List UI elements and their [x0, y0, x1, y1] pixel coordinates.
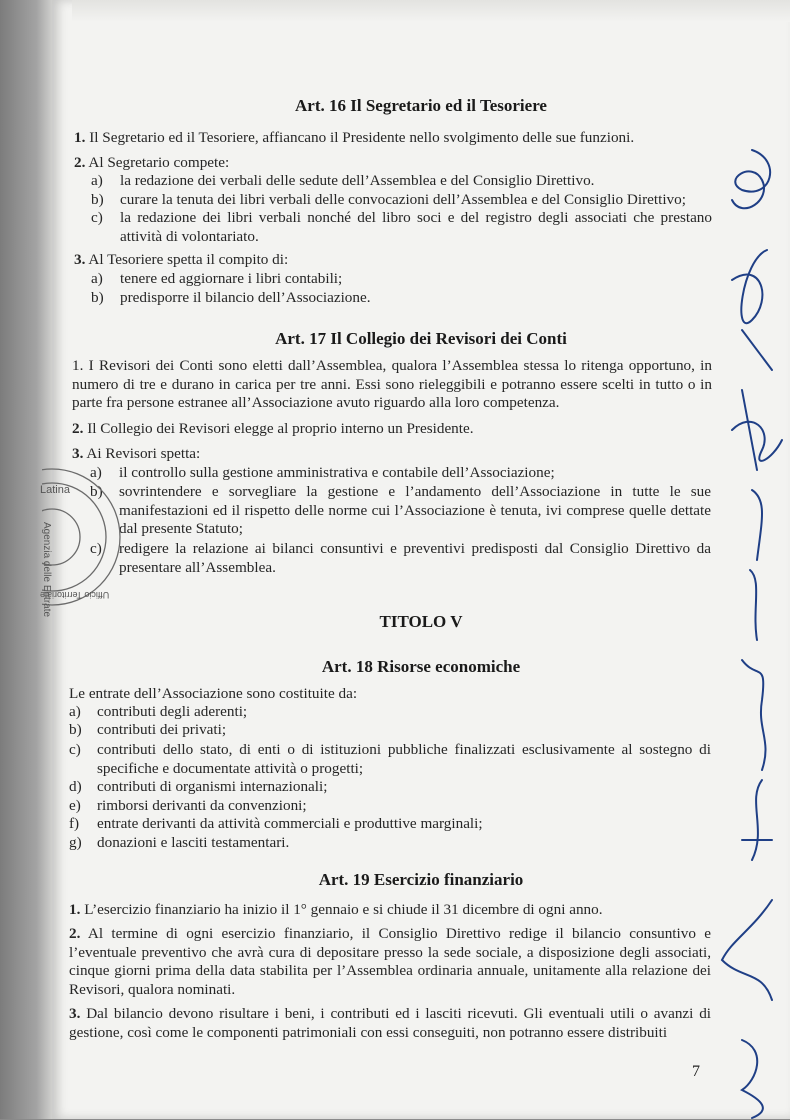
art16-p2-item-a-label: a): [91, 172, 103, 189]
art19-p3: [69, 1005, 711, 1042]
art17-p2: [72, 420, 712, 439]
art19-title: Art. 19 Esercizio finanziario: [318, 870, 524, 889]
art18-item-b: contributi dei privati;: [97, 721, 227, 738]
art18-item-g: donazioni e lasciti testamentari.: [97, 834, 290, 851]
document-page: [40, 0, 790, 1119]
art17-p3-item-a-label: a): [90, 464, 102, 481]
stamp-text-top: Latina: [40, 484, 70, 496]
stamp-text-side: Agenzia delle Entrate: [41, 522, 52, 618]
art16-p2: [74, 154, 714, 173]
art18-item-d-label: d): [69, 778, 82, 795]
art16-p3-text: Al Tesoriere spetta il compito di:: [88, 251, 289, 268]
art18-item-e: rimborsi derivanti da convenzioni;: [97, 797, 307, 814]
art16-p2-item-b-label: b): [91, 191, 104, 208]
signature-5-icon: [742, 780, 772, 860]
art17-p3-item-c: redigere la relazione ai bilanci consuntivi e preventivi predisposti dal Consiglio Direttivo da presentare all’Assemblea.: [119, 540, 711, 576]
signature-2-icon: [732, 250, 772, 370]
art18-item-f: entrate derivanti da attività commerciali e produttive marginali;: [97, 815, 483, 832]
art16-p2-item-c-label: c): [91, 209, 103, 226]
art19-p1-text: L’esercizio finanziario ha inizio il 1° gennaio e si chiude il 31 dicembre di ogni anno.: [84, 901, 603, 918]
art17-p3-item-b: sovrintendere e sorvegliare la gestione e l’andamento dell’Associazione in tutte le sue manifestazioni ed il rispetto delle norme cui l’Associazione è tenuta, ivi comprese quelle dettate dal presente Statuto;: [119, 483, 711, 537]
art19-p1: [69, 901, 719, 920]
art18-item-c: contributi dello stato, di enti o di istituzioni pubbliche finalizzati esclusivamente al sostegno di specifiche e documentate attività o progetti;: [97, 741, 711, 777]
art18-item-c-label: c): [69, 741, 81, 758]
signature-6-icon: [722, 900, 772, 1000]
art18-item-b-label: b): [69, 721, 82, 738]
stamp-text-bottom: Ufficio Territoriale: [40, 590, 110, 600]
margin-signatures: [712, 140, 790, 1120]
art18-item-f-label: f): [69, 815, 80, 832]
art16-p2-item-c: la redazione dei libri verbali nonché del libro soci e del registro degli associati che prestano attività di volontariato.: [120, 209, 712, 245]
art17-p3-item-b-label: b): [90, 483, 103, 500]
art17-p3-item-a: il controllo sulla gestione amministrativa e contabile dell’Associazione;: [119, 464, 555, 481]
art19-p2-text: Al termine di ogni esercizio finanziario, il Consiglio Direttivo redige il bilancio consuntivo e l’eventuale preventivo che avrà cura di depositare presso la sede sociale, a disposizione degli associati, cinque giorni prima della data stabilita per l’Assemblea ordinaria annuale, unitamente alla relazione dei Revisori, qualora nominati.: [69, 925, 711, 998]
art17-p3-num: 3.: [72, 445, 84, 462]
art19-p3-text: Dal bilancio devono risultare i beni, i contributi ed i lasciti ricevuti. Gli eventuali utili o avanzi di gestione, così come le componenti patrimoniali con essi conseguiti, non potranno essere distribuiti: [69, 1005, 712, 1041]
art17-title: Art. 17 Il Collegio dei Revisori dei Conti: [275, 329, 567, 348]
art19-p2-num: 2.: [69, 925, 81, 942]
art16-p3-item-a: tenere ed aggiornare i libri contabili;: [120, 270, 343, 287]
art16-p2-text: Al Segretario compete:: [88, 154, 230, 171]
art16-p3-item-b: predisporre il bilancio dell’Associazione.: [120, 289, 371, 306]
titolo-heading: TITOLO V: [379, 612, 463, 631]
art18-item-e-label: e): [69, 797, 81, 814]
art16-p2-num: 2.: [74, 154, 86, 171]
art16-p3-num: 3.: [74, 251, 86, 268]
art18-title: Art. 18 Risorse economiche: [321, 657, 521, 676]
art18-item-a-label: a): [69, 703, 81, 720]
art16-p1: [74, 129, 714, 148]
art17-p3-item-c-label: c): [90, 540, 102, 557]
art19-p2: [69, 925, 711, 999]
signature-1-icon: [732, 150, 770, 208]
art18-item-a: contributi degli aderenti;: [97, 703, 248, 720]
art18-intro: Le entrate dell’Associazione sono costituite da:: [69, 685, 358, 702]
art17-p1-text: I Revisori dei Conti sono eletti dall’Assemblea, qualora l’Assemblea stessa lo ritenga opportuno, in numero di tre e durano in carica per tre anni. Essi sono rieleggibili e potranno essere scelti in tutto o in parte fra persone estranee all’Associazione avuto riguardo alla loro competenza.: [72, 357, 712, 411]
art18-item-g-label: g): [69, 834, 82, 851]
art19-p3-num: 3.: [69, 1005, 81, 1022]
art17-p1: [72, 357, 712, 413]
art16-p1-text: Il Segretario ed il Tesoriere, affiancano il Presidente nello svolgimento delle sue funzioni.: [89, 129, 635, 146]
art17-p3: [72, 445, 712, 464]
art17-p3-text: Ai Revisori spetta:: [86, 445, 201, 462]
art16-p3: [74, 251, 714, 270]
art19-p1-num: 1.: [69, 901, 81, 918]
art17-p1-num: 1.: [72, 357, 84, 374]
art16-title: Art. 16 Il Segretario ed il Tesoriere: [295, 96, 547, 115]
art17-p2-text: Il Collegio dei Revisori elegge al proprio interno un Presidente.: [87, 420, 474, 437]
signature-3-icon: [732, 390, 782, 470]
art18-item-d: contributi di organismi internazionali;: [97, 778, 328, 795]
signature-4-icon: [742, 490, 766, 770]
art16-p1-num: 1.: [74, 129, 86, 146]
page-number: 7: [692, 1063, 700, 1080]
art17-p2-num: 2.: [72, 420, 84, 437]
art16-p3-item-a-label: a): [91, 270, 103, 287]
art16-p3-item-b-label: b): [91, 289, 104, 306]
signature-7-icon: [742, 1040, 763, 1118]
art16-p2-item-b: curare la tenuta dei libri verbali delle convocazioni dell’Assemblea e del Consiglio Direttivo;: [120, 191, 686, 208]
art16-p2-item-a: la redazione dei verbali delle sedute dell’Assemblea e del Consiglio Direttivo.: [120, 172, 595, 189]
